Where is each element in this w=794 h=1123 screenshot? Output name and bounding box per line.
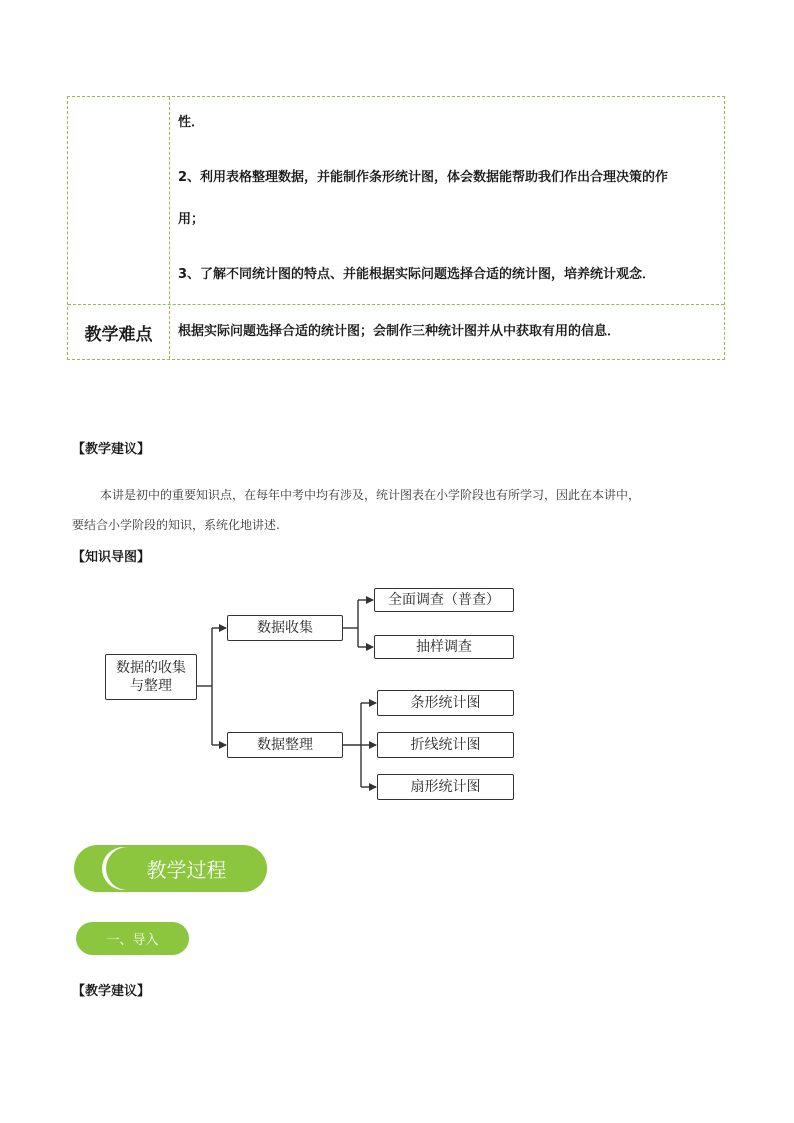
node-pie-chart: 扇形统计图 [377, 774, 514, 800]
objective-item-2-line-2: 用； [178, 212, 205, 227]
mind-map-root-node [105, 654, 197, 700]
mind-map-heading: 【知识导图】 [72, 550, 151, 565]
process-advice-heading: 【教学建议】 [72, 984, 151, 999]
node-census: 全面调查（普查） [374, 588, 514, 612]
node-line-chart: 折线统计图 [377, 732, 514, 758]
subsection-pill-introduction: 一、导入 [76, 922, 189, 955]
node-data-organization: 数据整理 [227, 732, 343, 758]
node-data-collection: 数据收集 [227, 615, 343, 641]
teaching-advice-heading: 【教学建议】 [72, 442, 151, 457]
section-title-teaching-process: 教学过程 [106, 847, 267, 890]
difficulty-label: 教学难点 [84, 324, 153, 345]
teaching-advice-line-1: 本讲是初中的重要知识点，在每年中考中均有涉及，统计图表在小学阶段也有所学习，因此在本讲中， [100, 488, 641, 502]
teaching-advice-line-2: 要结合小学阶段的知识，系统化地讲述. [72, 518, 280, 532]
root-node-line-2: 与整理 [130, 678, 172, 694]
node-bar-chart: 条形统计图 [377, 690, 514, 716]
objective-item-2-line-1: 2、利用表格整理数据，并能制作条形统计图，体会数据能帮助我们作出合理决策的作 [178, 170, 669, 185]
difficulty-text: 根据实际问题选择合适的统计图；会制作三种统计图并从中获取有用的信息． [178, 324, 621, 339]
objective-item-3: 3、了解不同统计图的特点、并能根据实际问题选择合适的统计图，培养统计观念． [178, 267, 656, 282]
node-sampling-survey: 抽样调查 [374, 635, 514, 659]
objective-line-continued: 性． [178, 115, 205, 130]
root-node-line-1: 数据的收集 [116, 660, 186, 676]
